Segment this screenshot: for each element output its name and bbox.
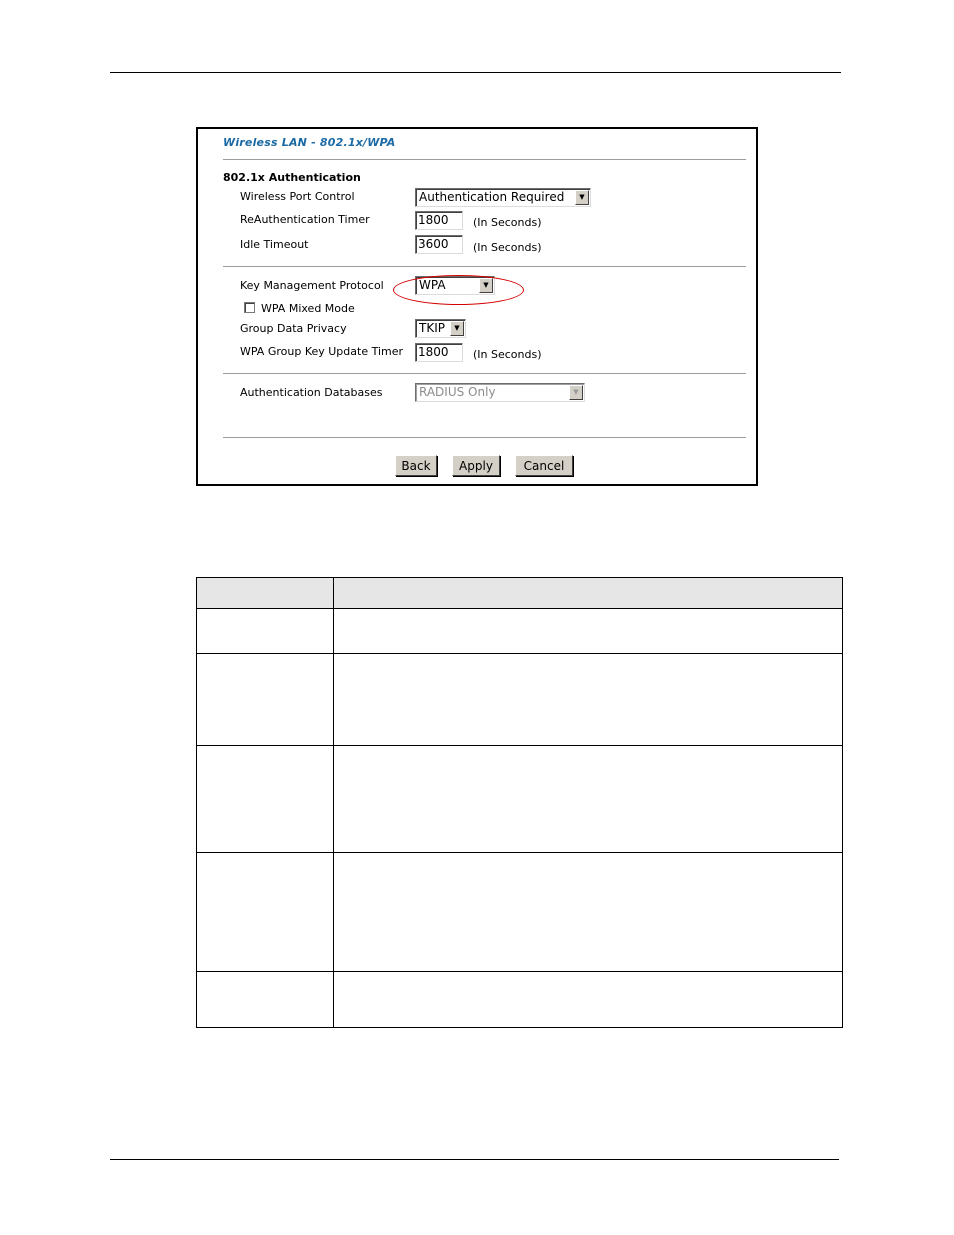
group-data-privacy-value: TKIP (419, 321, 445, 335)
apply-button[interactable]: Apply (452, 455, 500, 476)
key-management-label: Key Management Protocol (240, 279, 384, 292)
idle-timeout-input[interactable]: 3600 (415, 235, 463, 254)
table-cell (334, 972, 843, 1028)
divider (223, 159, 746, 160)
page-footer-rule (110, 1159, 839, 1160)
table-cell (197, 853, 334, 972)
wpa-group-key-timer-input[interactable]: 1800 (415, 343, 463, 362)
auth-databases-value: RADIUS Only (419, 385, 496, 399)
page-header-rule (110, 72, 841, 73)
reauth-timer-unit: (In Seconds) (473, 216, 542, 229)
table-cell (334, 746, 843, 853)
chevron-down-icon: ▼ (450, 321, 464, 336)
divider (223, 373, 746, 374)
table-cell (197, 972, 334, 1028)
table-cell (334, 654, 843, 746)
chevron-down-icon: ▼ (569, 385, 583, 400)
group-data-privacy-select[interactable] (415, 319, 466, 338)
idle-timeout-unit: (In Seconds) (473, 241, 542, 254)
wpa-mixed-mode-checkbox[interactable] (244, 302, 255, 313)
cancel-button[interactable]: Cancel (515, 455, 573, 476)
auth-databases-select[interactable] (415, 383, 585, 402)
highlight-ellipse (393, 275, 524, 305)
back-button[interactable]: Back (395, 455, 437, 476)
table-row (197, 654, 843, 746)
divider (223, 437, 746, 438)
table-header-cell (197, 578, 334, 609)
chevron-down-icon: ▼ (479, 278, 493, 293)
wpa-mixed-mode-label: WPA Mixed Mode (261, 302, 355, 315)
table-header-row (197, 578, 843, 609)
section-title: 802.1x Authentication (223, 171, 361, 184)
screenshot-frame (196, 127, 758, 486)
table-row (197, 972, 843, 1028)
screen-title: Wireless LAN - 802.1x/WPA (223, 136, 396, 149)
wpa-group-key-timer-label: WPA Group Key Update Timer (240, 345, 404, 358)
group-data-privacy-label: Group Data Privacy (240, 322, 347, 335)
reauth-timer-label: ReAuthentication Timer (240, 213, 370, 226)
wpa-group-key-timer-unit: (In Seconds) (473, 348, 542, 361)
auth-databases-label: Authentication Databases (240, 386, 383, 399)
idle-timeout-label: Idle Timeout (240, 238, 309, 251)
reauth-timer-input[interactable]: 1800 (415, 211, 463, 230)
divider (223, 266, 746, 267)
table-row (197, 609, 843, 654)
wireless-port-control-label: Wireless Port Control (240, 190, 355, 203)
table-cell (197, 609, 334, 654)
table-row (197, 746, 843, 853)
chevron-down-icon: ▼ (575, 190, 589, 205)
wireless-port-control-select[interactable] (415, 188, 591, 207)
table-cell (197, 746, 334, 853)
table-cell (197, 654, 334, 746)
table-row (197, 853, 843, 972)
key-management-value: WPA (419, 278, 446, 292)
wireless-port-control-value: Authentication Required (419, 190, 565, 204)
table-cell (334, 853, 843, 972)
description-table (196, 577, 843, 1028)
table-cell (334, 609, 843, 654)
table-header-cell (334, 578, 843, 609)
